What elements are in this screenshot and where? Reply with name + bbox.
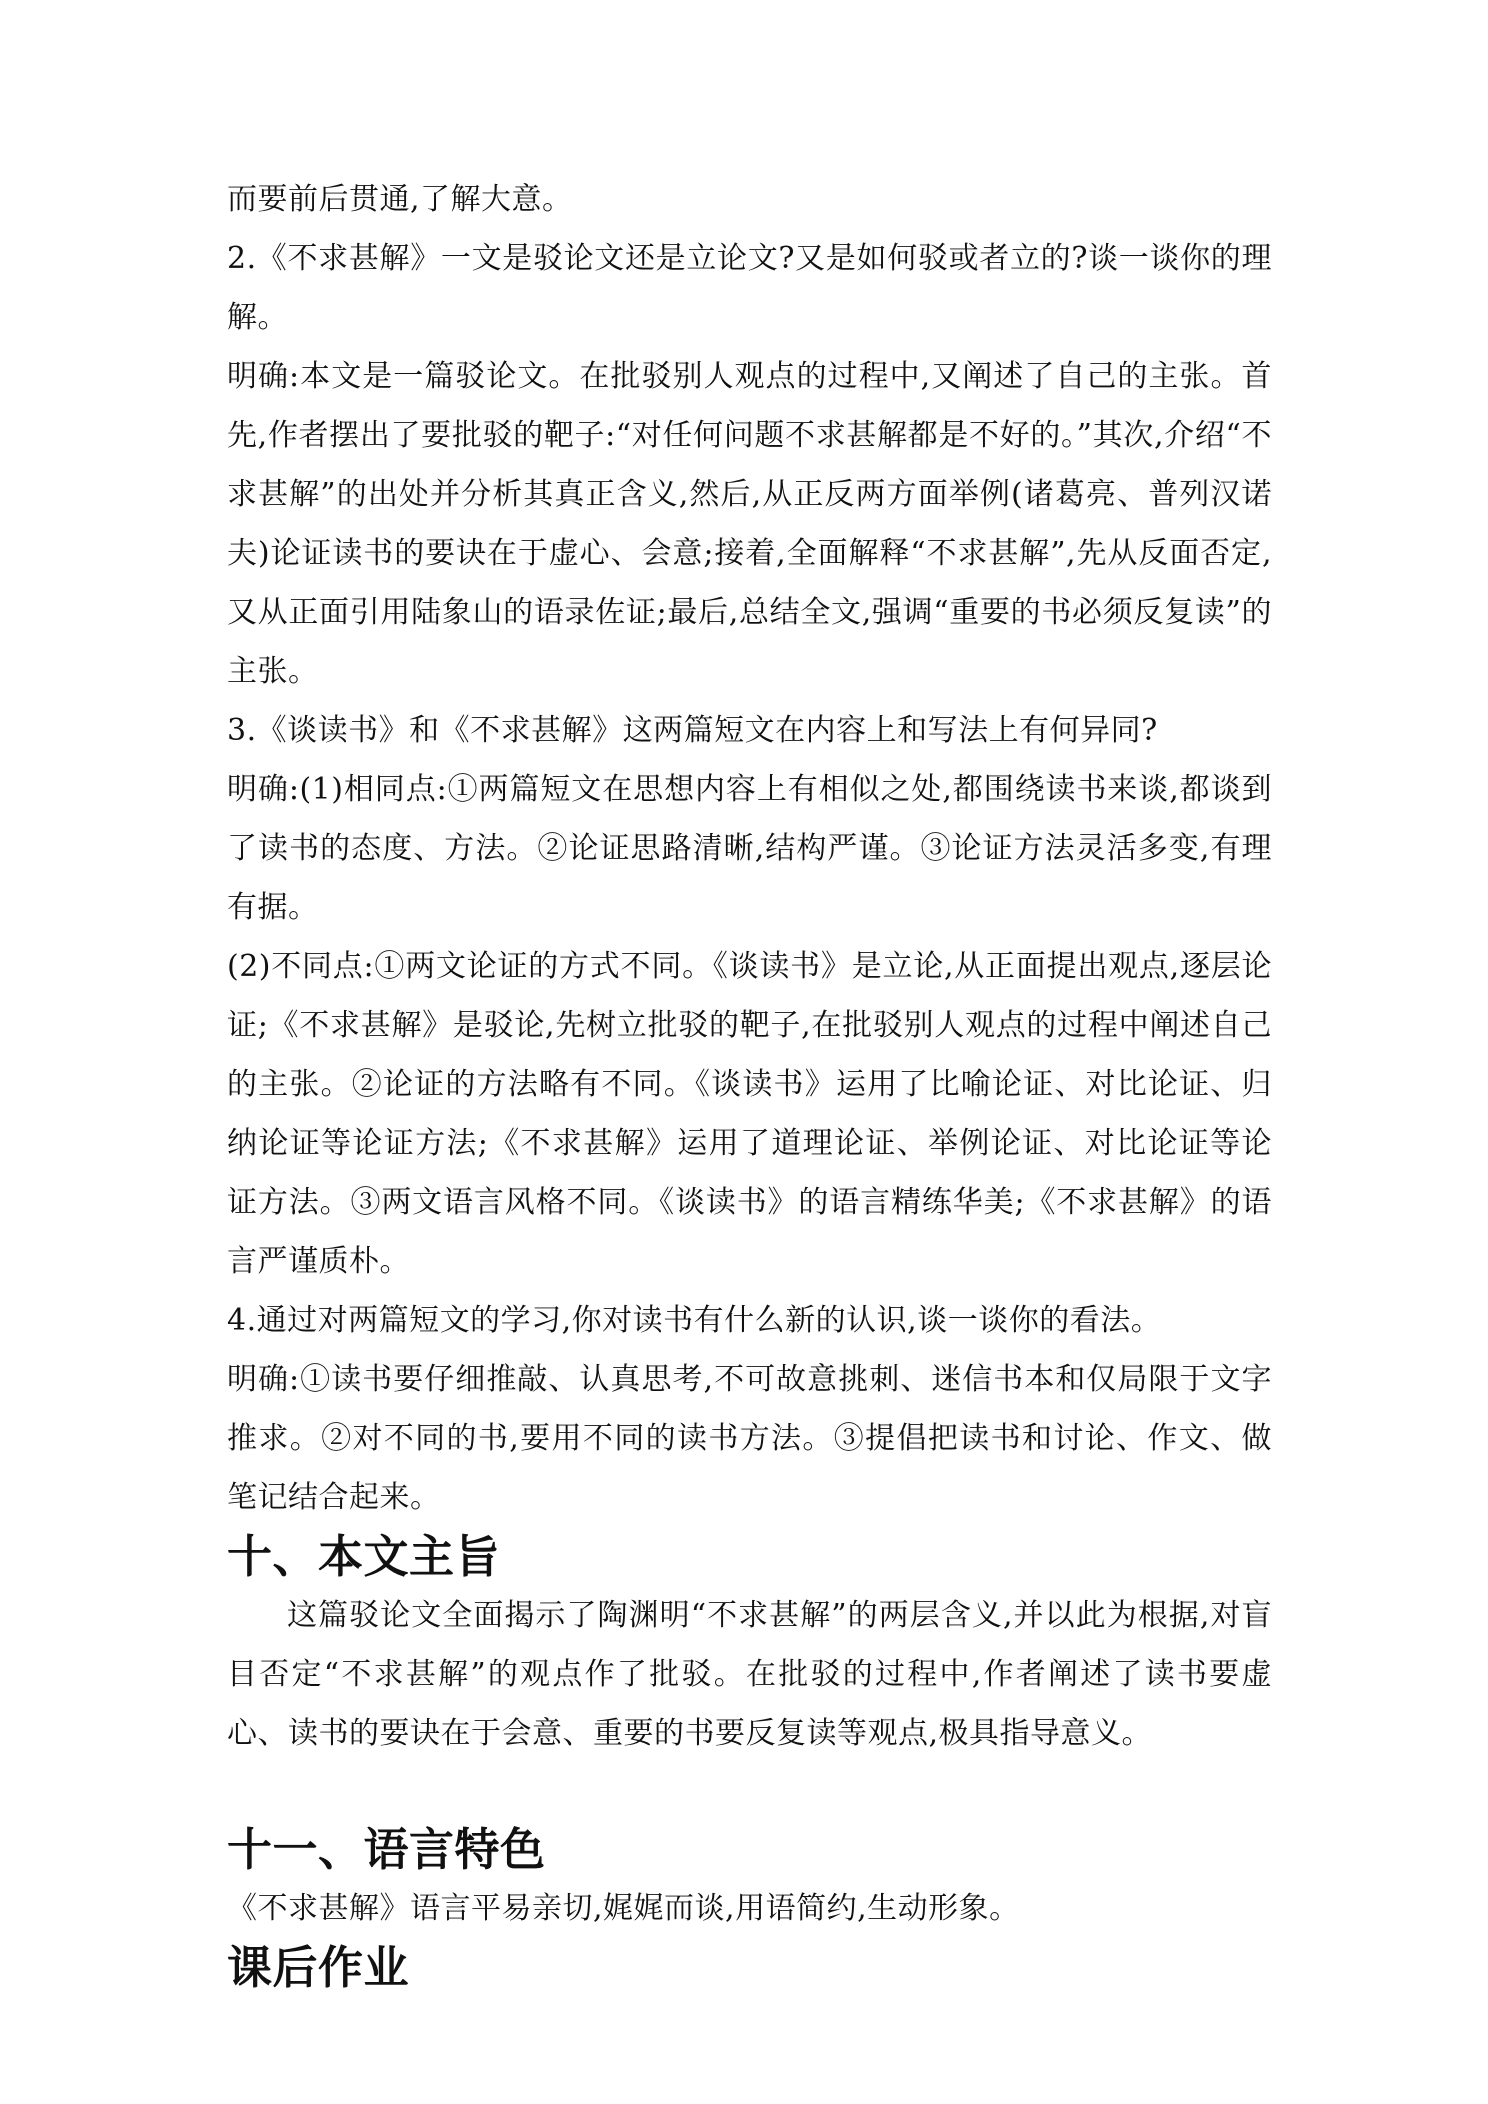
answer-4: 明确:①读书要仔细推敲、认真思考,不可故意挑刺、迷信书本和仅局限于文字推求。②对不同的书,要用不同的读书方法。③提倡把读书和讨论、作文、做笔记结合起来。 [227,1362,1272,1515]
answer-2: 明确:本文是一篇驳论文。在批驳别人观点的过程中,又阐述了自己的主张。首先,作者摆出了要批驳的靶子:“对任何问题不求甚解都是不好的。”其次,介绍“不求甚解”的出处并分析其真正含义,然后,从正反两方面举例(诸葛亮、普列汉诺夫)论证读书的要诀在于虚心、会意;接着,全面解释“不求甚解”,先从反面否定,又从正面引用陆象山的语录佐证;最后,总结全文,强调“重要的书必须反复读”的主张。 [227,359,1272,689]
answer-3-similarities: 明确:(1)相同点:①两篇短文在思想内容上有相似之处,都围绕读书来谈,都谈到了读书的态度、方法。②论证思路清晰,结构严谨。③论证方法灵活多变,有理有据。 [227,772,1272,925]
paragraph-continuation: 而要前后贯通,了解大意。 [227,182,573,217]
section-11-body: 《不求甚解》语言平易亲切,娓娓而谈,用语简约,生动形象。 [227,1891,1020,1926]
section-11-heading: 十一、语言特色 [227,1823,546,1876]
answer-3-differences: (2)不同点:①两文论证的方式不同。《谈读书》是立论,从正面提出观点,逐层论证;《不求甚解》是驳论,先树立批驳的靶子,在批驳别人观点的过程中阐述自己的主张。②论证的方法略有不同。《谈读书》运用了比喻论证、对比论证、归纳论证等论证方法;《不求甚解》运用了道理论证、举例论证、对比论证等论证方法。③两文语言风格不同。《谈读书》的语言精练华美;《不求甚解》的语言严谨质朴。 [227,949,1272,1279]
question-2: 2.《不求甚解》一文是驳论文还是立论文?又是如何驳或者立的?谈一谈你的理解。 [227,241,1272,335]
section-10-heading: 十、本文主旨 [227,1530,501,1583]
question-3: 3.《谈读书》和《不求甚解》这两篇短文在内容上和写法上有何异同? [227,713,1158,748]
question-4: 4.通过对两篇短文的学习,你对读书有什么新的认识,谈一谈你的看法。 [227,1303,1162,1338]
homework-heading: 课后作业 [227,1941,410,1994]
document-page [227,170,1272,1997]
section-10-body: 这篇驳论文全面揭示了陶渊明“不求甚解”的两层含义,并以此为根据,对盲目否定“不求甚解”的观点作了批驳。在批驳的过程中,作者阐述了读书要虚心、读书的要诀在于会意、重要的书要反复读等观点,极具指导意义。 [227,1598,1272,1751]
